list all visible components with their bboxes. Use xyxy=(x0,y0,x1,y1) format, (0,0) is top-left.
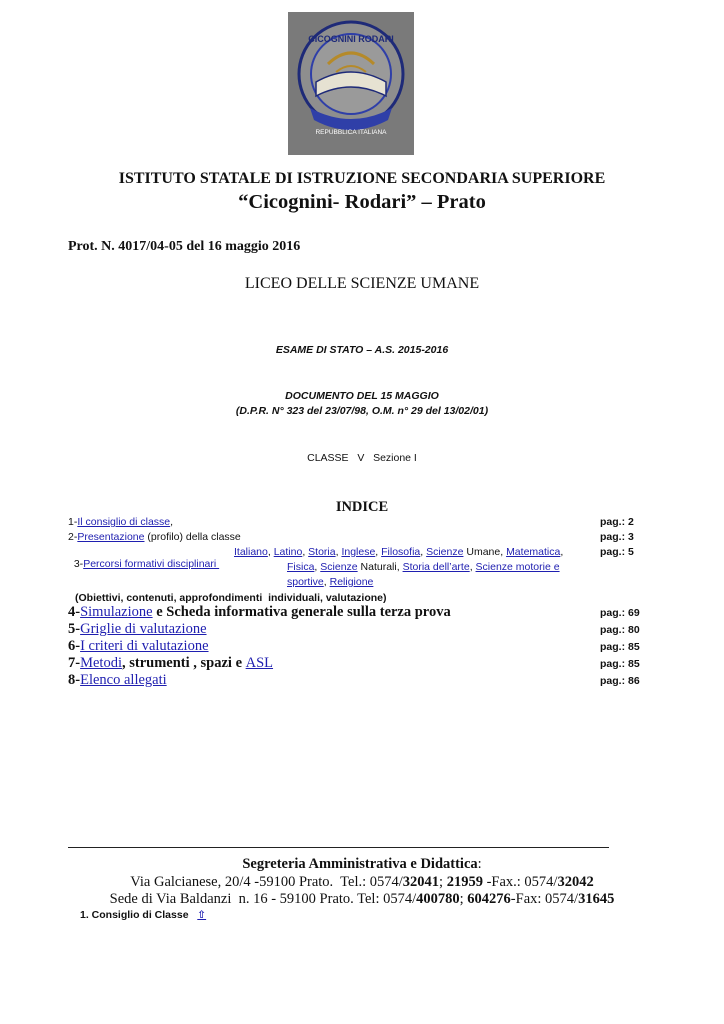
phone-number: 32041 xyxy=(402,874,440,890)
link-storia-arte[interactable]: Storia dell’arte xyxy=(402,561,470,573)
separator: , xyxy=(335,546,342,558)
school-type: LICEO DELLE SCIENZE UMANE xyxy=(244,275,480,292)
index-item-6 xyxy=(68,638,209,655)
document-title: DOCUMENTO DEL 15 MAGGIO xyxy=(285,390,439,402)
legal-reference: (D.P.R. N° 323 del 23/07/98, O.M. n° 29 del 13/02/01) xyxy=(235,405,489,417)
link-inglese[interactable]: Inglese xyxy=(341,546,376,558)
link-filosofia[interactable]: Filosofia xyxy=(381,546,421,558)
index-item-7 xyxy=(68,655,273,672)
up-arrow-icon[interactable]: ⇧ xyxy=(197,909,207,921)
separator: Umane, xyxy=(463,546,507,558)
logo-lettering-bottom: REPUBBLICA ITALIANA xyxy=(315,129,387,136)
section-heading xyxy=(80,909,206,921)
link-scienze-naturali[interactable]: Scienze xyxy=(320,561,358,573)
subjects-line-1 xyxy=(234,546,563,558)
separator: , xyxy=(375,546,382,558)
index-item-number: 2- xyxy=(68,531,78,543)
index-item-4-page: pag.: 69 xyxy=(600,607,640,619)
separator: , xyxy=(420,546,427,558)
logo-lettering-top: CICOGNINI RODARI xyxy=(308,34,394,44)
phone-number: 21959 xyxy=(446,874,483,890)
link-sportive[interactable]: sportive xyxy=(287,576,324,588)
fax-label: -Fax: 0574/ xyxy=(510,891,579,907)
separator: , xyxy=(323,576,330,588)
index-item-2 xyxy=(68,531,241,543)
index-note: (Obiettivi, contenuti, approfondimenti individuali, valutazione) xyxy=(75,592,387,604)
office-label: Segreteria Amministrativa e Didattica xyxy=(242,856,478,872)
section-title: 1. Consiglio di Classe xyxy=(80,909,189,921)
link-simulazione[interactable]: Simulazione xyxy=(80,604,153,620)
link-latino[interactable]: Latino xyxy=(273,546,303,558)
index-item-4 xyxy=(68,604,451,621)
phone-number: 604276 xyxy=(467,891,511,907)
separator: ; xyxy=(459,891,468,907)
link-religione[interactable]: Religione xyxy=(329,576,374,588)
link-elenco-allegati[interactable]: Elenco allegati xyxy=(80,672,167,688)
subjects-line-2 xyxy=(287,561,560,573)
fax-number: 32042 xyxy=(557,874,594,890)
footer-divider xyxy=(68,847,609,848)
link-scienze-umane[interactable]: Scienze xyxy=(426,546,464,558)
index-item-number: 7- xyxy=(68,655,81,671)
separator: , xyxy=(314,561,321,573)
subjects-line-3 xyxy=(287,576,373,588)
index-item-number: 8- xyxy=(68,672,81,688)
school-name: “Cicognini- Rodari” – Prato xyxy=(238,191,486,213)
index-item-number: 6- xyxy=(68,638,81,654)
index-item-2-page: pag.: 3 xyxy=(600,531,634,543)
office-colon: : xyxy=(477,856,482,872)
index-item-5 xyxy=(68,621,530,638)
school-emblem-icon xyxy=(288,12,414,155)
index-item-text: e Scheda informativa generale sulla terza prova xyxy=(152,604,451,620)
link-italiano[interactable]: Italiano xyxy=(234,546,268,558)
separator: , xyxy=(469,561,476,573)
class-section: CLASSE V Sezione I xyxy=(307,452,417,464)
link-asl[interactable]: ASL xyxy=(245,655,274,671)
index-item-text: , xyxy=(170,516,174,528)
link-fisica[interactable]: Fisica xyxy=(287,561,315,573)
index-item-number: 5- xyxy=(68,621,81,637)
protocol-number: Prot. N. 4017/04-05 del 16 maggio 2016 xyxy=(68,239,301,254)
separator: , xyxy=(267,546,274,558)
index-item-3 xyxy=(68,546,219,570)
school-logo xyxy=(288,12,414,155)
fax-label: -Fax.: 0574/ xyxy=(482,874,558,890)
link-percorsi-formativi[interactable]: Percorsi formativi disciplinari xyxy=(83,558,220,570)
index-item-text: , strumenti , spazi e xyxy=(121,655,246,671)
index-item-number: 1- xyxy=(68,516,78,528)
separator: Naturali, xyxy=(357,561,403,573)
separator: ; xyxy=(439,874,447,890)
index-item-number: 3- xyxy=(73,558,84,570)
separator: , xyxy=(302,546,309,558)
index-title: INDICE xyxy=(335,499,389,515)
link-storia[interactable]: Storia xyxy=(308,546,336,558)
footer-office xyxy=(0,856,724,873)
index-item-number: 4- xyxy=(68,604,81,620)
index-item-1-page: pag.: 2 xyxy=(600,516,634,528)
link-metodi[interactable]: Metodi xyxy=(80,655,122,671)
link-presentazione[interactable]: Presentazione xyxy=(77,531,145,543)
link-scienze-motorie[interactable]: Scienze motorie e xyxy=(475,561,560,573)
index-item-8-page: pag.: 86 xyxy=(600,675,640,687)
separator: , xyxy=(560,546,564,558)
link-griglie-valutazione[interactable]: Griglie di valutazione xyxy=(80,621,207,637)
index-item-1 xyxy=(68,516,173,528)
fax-number: 31645 xyxy=(578,891,615,907)
institute-title: ISTITUTO STATALE DI ISTRUZIONE SECONDARIA SUPERIORE xyxy=(118,170,606,187)
exam-title: ESAME DI STATO – A.S. 2015-2016 xyxy=(275,344,449,356)
footer-address-2 xyxy=(0,891,724,908)
index-item-8 xyxy=(68,672,167,689)
address-text: Sede di Via Baldanzi n. 16 - 59100 Prato. Tel: 0574/ xyxy=(109,891,417,907)
address-text: Via Galcianese, 20/4 -59100 Prato. Tel.: 0574/ xyxy=(130,874,403,890)
index-item-7-page: pag.: 85 xyxy=(600,658,640,670)
index-item-5-page: pag.: 80 xyxy=(600,624,640,636)
index-item-6-page: pag.: 85 xyxy=(600,641,640,653)
link-consiglio-di-classe[interactable]: Il consiglio di classe xyxy=(77,516,171,528)
link-criteri-valutazione[interactable]: I criteri di valutazione xyxy=(80,638,209,654)
index-item-3-page: pag.: 5 xyxy=(600,546,634,558)
footer-address-1 xyxy=(0,874,724,891)
link-matematica[interactable]: Matematica xyxy=(506,546,561,558)
phone-number: 400780 xyxy=(416,891,460,907)
index-item-text: (profilo) della classe xyxy=(144,531,241,543)
